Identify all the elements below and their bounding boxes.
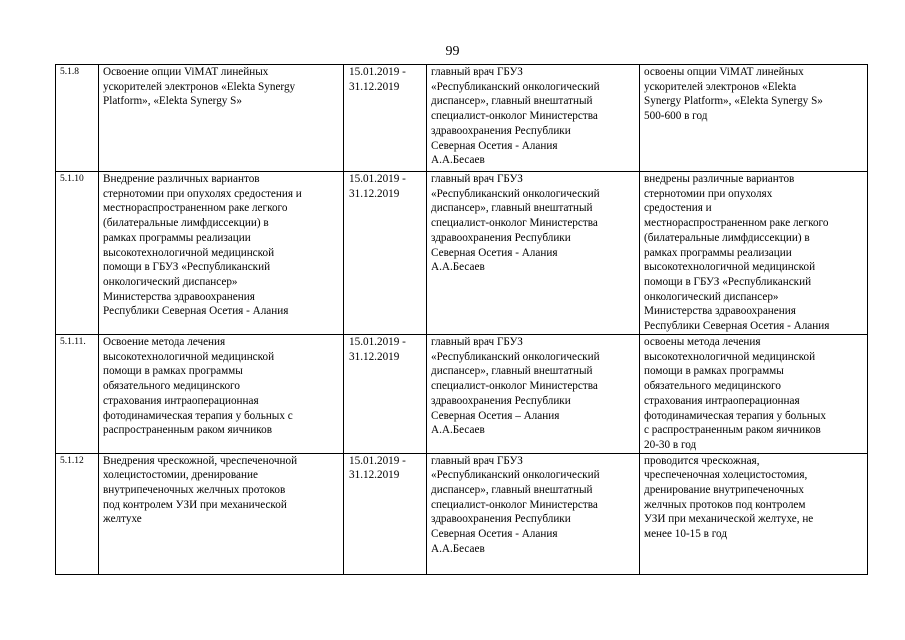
responsible-cell: главный врач ГБУЗ «Республиканский онкологический диспансер», главный внештатный специалист-онколог Министерства здравоохранения Республики Северная Осетия - Алания А.А.Бесаев <box>427 453 640 574</box>
dates-cell: 15.01.2019 - 31.12.2019 <box>344 65 427 172</box>
item-number: 5.1.10 <box>56 172 99 335</box>
activity-cell: Освоение метода лечения высокотехнологичной медицинской помощи в рамках программы обязательного медицинского страхования интраоперационная фотодинамическая терапия у больных с распространенным раком яичников <box>99 335 344 454</box>
item-number: 5.1.11. <box>56 335 99 454</box>
dates-cell: 15.01.2019 - 31.12.2019 <box>344 335 427 454</box>
item-number: 5.1.12 <box>56 453 99 574</box>
activity-cell: Внедрения чрескожной, чреспеченочной холецистостомии, дренирование внутрипеченочных желчных протоков под контролем УЗИ при механической желтухе <box>99 453 344 574</box>
result-cell: проводится чрескожная, чреспеченочная холецистостомия, дренирование внутрипеченочных желчных протоков под контролем УЗИ при механической желтухе, не менее 10-15 в год <box>640 453 868 574</box>
page-number: 99 <box>445 44 460 59</box>
table-row <box>56 172 868 335</box>
result-cell: внедрены различные вариантов стернотомии при опухолях средостения и местнораспространенном раке легкого (билатеральные лимфдиссекции) в рамках программы реализации высокотехнологичной медицинской помощи в ГБУЗ «Республиканский онкологический диспансер» Министерства здравоохранения Республики Северная Осетия - Алания <box>640 172 868 335</box>
result-cell: освоены метода лечения высокотехнологичной медицинской помощи в рамках программы обязательного медицинского страхования интраоперационная фотодинамическая терапия у больных с распространенным раком яичников 20-30 в год <box>640 335 868 454</box>
dates-cell: 15.01.2019 - 31.12.2019 <box>344 172 427 335</box>
responsible-cell: главный врач ГБУЗ «Республиканский онкологический диспансер», главный внештатный специалист-онколог Министерства здравоохранения Республики Северная Осетия - Алания А.А.Бесаев <box>427 172 640 335</box>
responsible-cell: главный врач ГБУЗ «Республиканский онкологический диспансер», главный внештатный специалист-онколог Министерства здравоохранения Республики Северная Осетия – Алания А.А.Бесаев <box>427 335 640 454</box>
responsible-cell: главный врач ГБУЗ «Республиканский онкологический диспансер», главный внештатный специалист-онколог Министерства здравоохранения Республики Северная Осетия - Алания А.А.Бесаев <box>427 65 640 172</box>
activity-cell: Внедрение различных вариантов стернотомии при опухолях средостения и местнораспространенном раке легкого (билатеральные лимфдиссекции) в рамках программы реализации высокотехнологичной медицинской помощи в ГБУЗ «Республиканский онкологический диспансер» Министерства здравоохранения Республики Северная Осетия - Алания <box>99 172 344 335</box>
result-cell: освоены опции ViMAT линейных ускорителей электронов «Elekta Synergy Platform», «Elekta Synergy S» 500-600 в год <box>640 65 868 172</box>
table-row <box>56 65 868 172</box>
activity-cell: Освоение опции ViMAT линейных ускорителей электронов «Elekta Synergy Platform», «Elekta Synergy S» <box>99 65 344 172</box>
measures-table <box>55 64 868 575</box>
item-number: 5.1.8 <box>56 65 99 172</box>
dates-cell: 15.01.2019 - 31.12.2019 <box>344 453 427 574</box>
table-row <box>56 335 868 454</box>
table-row <box>56 453 868 574</box>
